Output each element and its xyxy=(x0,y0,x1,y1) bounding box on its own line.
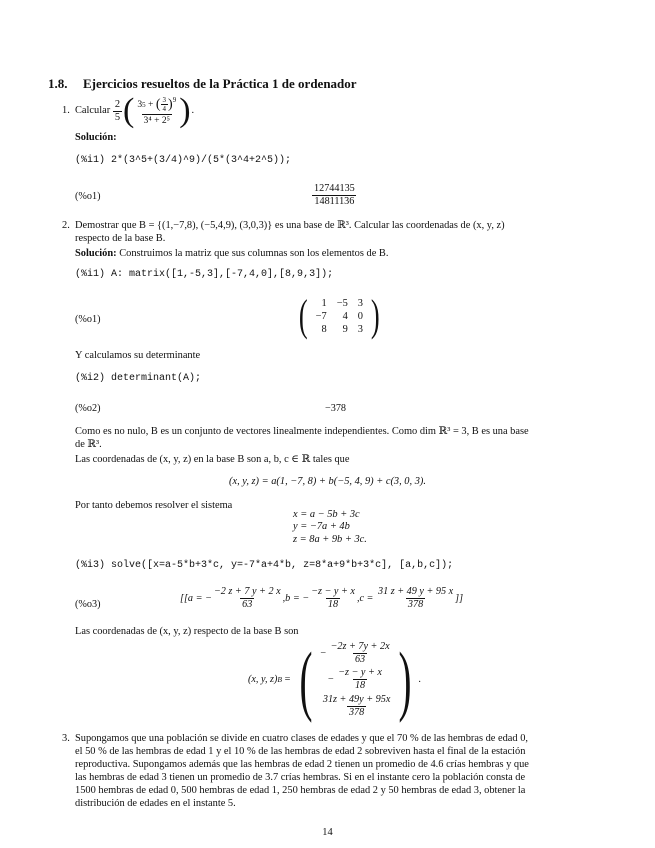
input-label: (%i1) xyxy=(75,155,106,166)
matrix-cell: 3 xyxy=(357,297,363,309)
matrix-cell: 4 xyxy=(342,310,348,322)
right-paren: ) xyxy=(179,92,191,129)
ex1-output-value xyxy=(312,183,357,207)
section-number: 1.8. xyxy=(48,76,68,91)
final-eq: = xyxy=(284,674,291,686)
ex2-output-3-label: (%o3) xyxy=(75,599,101,610)
ex2-coords-equation: (x, y, z) = a(1, −7, 8) + b(−5, 4, 9) + c(3, 0, 3). xyxy=(229,476,426,487)
system-eq-1: x = a − 5b + 3c xyxy=(293,509,360,520)
ex3-line: 1500 hembras de edad 0, 500 hembras de edad 1, 250 hembras de edad 2 y 50 hembras de edad 3, obtener la xyxy=(75,785,526,796)
ex2-output-3-solution xyxy=(180,586,463,610)
matrix-right-paren: ) xyxy=(370,291,380,340)
ex1-two-fifths xyxy=(113,99,122,124)
final-lhs: (x, y, z) xyxy=(248,674,278,686)
matrix-cell: 1 xyxy=(321,297,327,309)
ex2-statement-line2: respecto de la base B. xyxy=(75,233,166,244)
ex3-line: reproductiva. Supongamos además que las hembras de edad 2 tienen un promedio de 4.6 crías hembras y que xyxy=(75,759,529,770)
ex1-maxima-input xyxy=(75,154,291,167)
ex2-matrix xyxy=(296,291,383,340)
matrix-left-paren: ( xyxy=(298,291,308,340)
ex2-final-text: Las coordenadas de (x, y, z) respecto de la base B son xyxy=(75,626,299,637)
ex2-statement-line1: Demostrar que B = {(1,−7,8), (−5,4,9), (3,0,3)} es una base de ℝ³. Calcular las coordenadas de (x, y, z) xyxy=(75,220,505,231)
ex3-line: distribución de edades en el instante 5. xyxy=(75,798,236,809)
sol-c-prefix: ,c = xyxy=(356,592,374,604)
big-frac-den: 3⁴ + 2⁵ xyxy=(143,114,171,126)
frac-num: 2 xyxy=(114,98,121,110)
page-number: 14 xyxy=(322,827,333,838)
sol-b-prefix: ,b = − xyxy=(282,592,310,604)
ex2-output-2-label: (%o2) xyxy=(75,403,101,414)
ex1-big-fraction xyxy=(135,96,178,125)
vector-entry xyxy=(320,641,392,665)
vector-entry-sign: − xyxy=(327,674,335,686)
sol-a-den: 63 xyxy=(242,598,253,610)
big-frac-num: 3 5 + ( $\frac{3}{4}$ ) $^9$ xyxy=(137,96,177,114)
final-dot: . xyxy=(418,674,421,686)
input-code: solve([x=a-5*b+3*c, y=-7*a+4*b, z=8*a+9*b+3*c], [a,b,c]); xyxy=(111,560,454,571)
system-eq-2: y = −7a + 4b xyxy=(293,521,350,533)
frac-den: 5 xyxy=(114,111,121,123)
input-label: (%i3) xyxy=(75,560,106,571)
matrix-cell: 3 xyxy=(357,323,363,335)
sol-b-frac xyxy=(309,586,357,610)
vector-entry-num: −2z + 7y + 2x xyxy=(330,641,390,652)
matrix-row xyxy=(311,323,368,336)
vector-entry-num: 31z + 49y + 95x xyxy=(322,693,391,705)
tq-exp: 9 xyxy=(172,96,177,105)
input-code: determinant(A); xyxy=(111,373,202,384)
exercise-2-number: 2. xyxy=(62,220,70,231)
ex2-input-1 xyxy=(75,268,333,281)
sol-b-den: 18 xyxy=(327,598,339,610)
vector-entry-den: 18 xyxy=(354,680,366,692)
ex2-output-1-label: (%o1) xyxy=(75,314,101,325)
ex2-solution xyxy=(75,247,595,261)
sol-close: ]] xyxy=(455,592,464,604)
vec-right-paren: ) xyxy=(398,635,412,723)
ex1-text: Calcular xyxy=(75,105,111,117)
num-base: 3 xyxy=(137,99,143,111)
matrix-row xyxy=(311,310,368,323)
left-paren: ( xyxy=(123,92,135,129)
matrix-cell: 9 xyxy=(342,323,348,335)
section-title: Ejercicios resueltos de la Práctica 1 de ordenador xyxy=(83,76,357,91)
vector-entry-frac xyxy=(321,694,393,718)
ex2-system xyxy=(293,509,367,546)
matrix-cell: 8 xyxy=(321,323,327,335)
vector-column xyxy=(319,640,393,719)
ex3-line: las hembras de edad 3 tienen un promedio de 3.7 crías hembras. Si en el instante cero la población consta de xyxy=(75,772,526,783)
num-plus: + xyxy=(148,99,154,111)
vector-entry xyxy=(319,694,393,718)
ex2-input-2 xyxy=(75,372,201,385)
final-sub: B xyxy=(277,674,283,684)
sol-a-num: −2 z + 7 y + 2 x xyxy=(213,586,281,597)
system-eq-3: z = 8a + 9b + 3c. xyxy=(293,533,367,545)
sol-c-frac xyxy=(376,586,455,610)
vector-entry-num: −z − y + x xyxy=(338,667,382,679)
tq-den: 4 xyxy=(162,105,167,114)
ex1-solution-label: Solución: xyxy=(75,132,117,143)
tq-num: 3 xyxy=(162,96,167,105)
three-quarters xyxy=(161,96,169,113)
vector-entry xyxy=(327,667,384,691)
output-den: 14811136 xyxy=(314,195,355,207)
input-label: (%i1) xyxy=(75,269,106,280)
ex2-input-3 xyxy=(75,559,453,572)
vector-entry-frac xyxy=(336,667,384,691)
sol-a-frac xyxy=(212,586,283,610)
sol-a-prefix: [[a = − xyxy=(180,592,212,604)
ex1-output-label: (%o1) xyxy=(75,191,101,202)
ex2-solution-text: Construimos la matriz que sus columnas son los elementos de B. xyxy=(119,248,389,259)
ex2-indep-line2: de ℝ³. xyxy=(75,439,102,450)
matrix-cell: 0 xyxy=(357,310,363,322)
matrix-cell: −5 xyxy=(336,297,348,309)
matrix-table xyxy=(311,297,368,336)
input-label: (%i2) xyxy=(75,373,106,384)
ex3-line: Supongamos que una población se divide en cuatro clases de edades y que el 70 % de las hembras de edad 0, xyxy=(75,733,529,744)
ex2-indep-line1: Como es no nulo, B es un conjunto de vectores linealmente independientes. Como dim ℝ³ = 3, B es una base xyxy=(75,426,529,437)
num-exp: 5 xyxy=(142,100,146,109)
ex2-coords-text: Las coordenadas de (x, y, z) en la base B son a, b, c ∈ ℝ tales que xyxy=(75,454,350,465)
exercise-1-statement: Calcular $\frac{2}{5}$ ( 3 5 + ( $\frac{3}{4}$ ) $^9$ 3⁴ + 2⁵ ) . xyxy=(75,92,195,129)
vector-entry-frac xyxy=(328,641,391,665)
ex3-line: el 50 % de las hembras de edad 1 y el 10 % de las hembras de edad 2 sobreviven hasta el final de la estación xyxy=(75,746,526,757)
vector-entry-den: 378 xyxy=(348,706,365,718)
ex2-final-vector xyxy=(248,635,421,723)
ex2-output-2-value: −378 xyxy=(325,403,347,414)
sol-b-num: −z − y + x xyxy=(311,586,355,597)
matrix-cell: −7 xyxy=(315,310,327,322)
output-num: 12744135 xyxy=(314,183,355,194)
ex2-solution-label: Solución: xyxy=(75,248,117,259)
sol-c-den: 378 xyxy=(407,598,424,610)
input-code: A: matrix([1,-5,3],[-7,4,0],[8,9,3]); xyxy=(111,269,334,280)
sol-c-num: 31 z + 49 y + 95 x xyxy=(377,586,454,597)
exercise-1-number: 1. xyxy=(62,105,70,116)
ex2-det-text: Y calculamos su determinante xyxy=(75,350,201,361)
ex2-system-intro: Por tanto debemos resolver el sistema xyxy=(75,500,233,511)
matrix-row xyxy=(311,297,368,310)
input-code: 2*(3^5+(3/4)^9)/(5*(3^4+2^5)); xyxy=(111,155,292,166)
vector-entry-den: 63 xyxy=(354,653,366,665)
vec-left-paren: ( xyxy=(299,635,313,723)
vector-entry-sign: − xyxy=(319,647,327,659)
section-heading xyxy=(48,76,357,93)
exercise-3-number: 3. xyxy=(62,733,70,744)
